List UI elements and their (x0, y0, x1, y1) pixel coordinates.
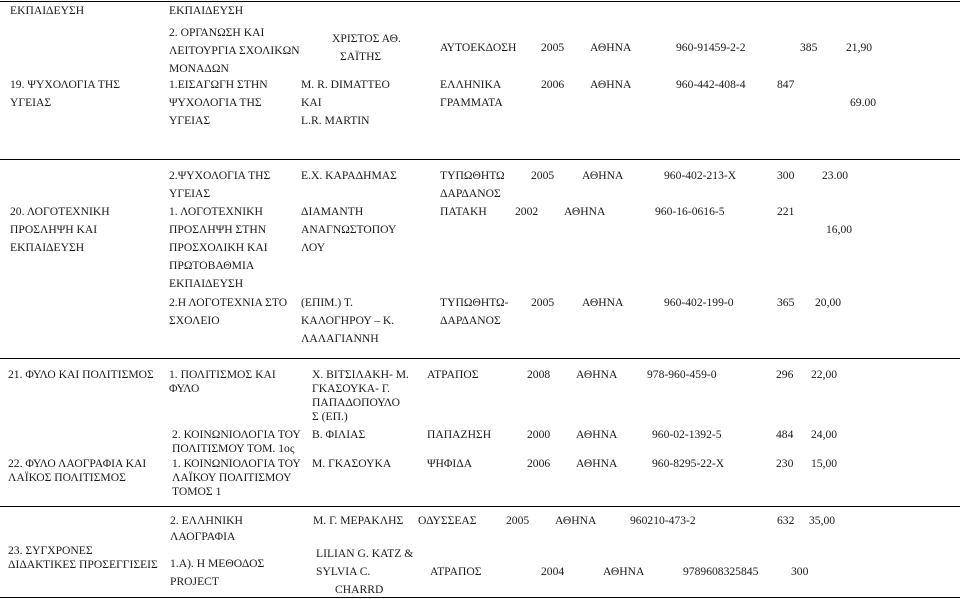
isbn: 978-960-459-0 (647, 368, 717, 381)
book-title: 2. ΟΡΓΑΝΩΣΗ ΚΑΙ (169, 26, 265, 39)
book-title: 1. ΠΟΛΙΤΙΣΜΟΣ ΚΑΙ (169, 368, 276, 381)
publisher: ΤΥΠΩΘΗΤΩ- (440, 296, 509, 309)
isbn: 960-442-408-4 (676, 78, 746, 91)
book-title: ΠΟΛΙΤΙΣΜΟΥ ΤΟΜ. 1ος (172, 442, 295, 455)
table-rule (0, 506, 960, 507)
author: ΛΑΛΑΓΙΑΝΝΗ (301, 332, 379, 345)
price: 16,00 (826, 223, 853, 236)
year: 2000 (527, 428, 551, 441)
book-title: 1. ΛΟΓΟΤΕΧΝΙΚΗ (169, 205, 263, 218)
year: 2006 (527, 457, 551, 470)
isbn: 9789608325845 (683, 565, 759, 578)
book-title: 1.ΕΙΣΑΓΩΓΗ ΣΤΗΝ (169, 78, 268, 91)
price: 24,00 (811, 428, 838, 441)
table-rule (0, 159, 960, 160)
isbn: 960-91459-2-2 (676, 41, 746, 54)
author: ΛΟΥ (301, 241, 326, 254)
publisher: ΑΤΡΑΠΟΣ (427, 368, 479, 381)
city: ΑΘΗΝΑ (576, 457, 618, 470)
publisher: ΑΤΡΑΠΟΣ (430, 565, 482, 578)
price: 20,00 (815, 296, 842, 309)
publisher: ΔΑΡΔΑΝΟΣ (440, 314, 501, 327)
author: (ΕΠΙΜ.) Τ. (301, 296, 354, 309)
price: 69.00 (850, 96, 877, 109)
city: ΑΘΗΝΑ (582, 169, 624, 182)
table-rule (0, 597, 960, 598)
book-title: ΤΟΜΟΣ 1 (172, 485, 222, 498)
book-title: ΛΑΟΓΡΑΦΙΑ (170, 530, 236, 543)
year: 2005 (531, 169, 555, 182)
publisher: ΓΡΑΜΜΑΤΑ (440, 96, 503, 109)
pages: 632 (777, 514, 795, 527)
city: ΑΘΗΝΑ (582, 296, 624, 309)
book-title: 2.Η ΛΟΓΟΤΕΧΝΙΑ ΣΤΟ (169, 296, 288, 309)
author: Σ (ΕΠ.) (312, 410, 348, 423)
publisher: ΕΛΛΗΝΙΚΑ (440, 78, 502, 91)
author: ΚΑΛΟΓΗΡΟΥ – Κ. (301, 314, 395, 327)
isbn: 960-02-1392-5 (652, 428, 722, 441)
book-title: 2. ΚΟΙΝΩΝΙΟΛΟΓΙΑ ΤΟΥ (172, 428, 301, 441)
publisher: ΨΗΦΙΔΑ (427, 457, 473, 470)
price: 22,00 (811, 368, 838, 381)
pages: 300 (791, 565, 809, 578)
book-title: ΛΕΙΤΟΥΡΓΙΑ ΣΧΟΛΙΚΩΝ (169, 44, 300, 57)
publisher: ΠΑΤΑΚΗ (440, 205, 487, 218)
city: ΑΘΗΝΑ (564, 205, 606, 218)
book-title: ΠΡΟΣΧΟΛΙΚΗ ΚΑΙ (169, 241, 268, 254)
course-name: 21. ΦΥΛΟ ΚΑΙ ΠΟΛΙΤΙΣΜΟΣ (8, 368, 154, 381)
author: Β. ΦΙΛΙΑΣ (312, 428, 366, 441)
city: ΑΘΗΝΑ (590, 78, 632, 91)
city: ΑΘΗΝΑ (590, 41, 632, 54)
pages: 847 (777, 78, 795, 91)
publisher: ΠΑΠΑΖΗΣΗ (427, 428, 492, 441)
year: 2002 (515, 205, 539, 218)
author: ΠΑΠΑΔΟΠΟΥΛΟ (312, 396, 401, 409)
publisher: ΑΥΤΟΕΚΔΟΣΗ (440, 41, 517, 54)
pages: 365 (777, 296, 795, 309)
pages: 221 (777, 205, 795, 218)
publisher: ΤΥΠΩΘΗΤΩ (440, 169, 505, 182)
author: L.R. MARTIN (301, 114, 370, 127)
book-title: 1.Α). Η ΜΕΘΟΔΟΣ (170, 557, 265, 570)
city: ΑΘΗΝΑ (555, 514, 597, 527)
isbn: 960-8295-22-Χ (652, 457, 725, 470)
author: Ε.Χ. ΚΑΡΑΔΗΜΑΣ (301, 169, 397, 182)
course-name: ΕΚΠΑΙΔΕΥΣΗ (10, 4, 85, 17)
book-title: ΠΡΩΤΟΒΑΘΜΙΑ (169, 259, 255, 272)
book-title: 2.ΨΥΧΟΛΟΓΙΑ ΤΗΣ (169, 169, 271, 182)
author: Μ. ΓΚΑΣΟΥΚΑ (312, 457, 392, 470)
city: ΑΘΗΝΑ (576, 428, 618, 441)
book-title: ΜΟΝΑΔΩΝ (169, 62, 229, 75)
year: 2004 (541, 565, 565, 578)
course-name: ΛΑΪΚΟΣ ΠΟΛΙΤΙΣΜΟΣ (8, 471, 126, 484)
pages: 296 (776, 368, 794, 381)
book-title: 2. ΕΛΛΗΝΙΚΗ (170, 514, 243, 527)
course-name: 20. ΛΟΓΟΤΕΧΝΙΚΗ (10, 205, 110, 218)
year: 2005 (506, 514, 530, 527)
pages: 385 (800, 41, 818, 54)
author: CHARRD (335, 583, 384, 596)
course-name: 22. ΦΥΛΟ ΛΑΟΓΡΑΦΙΑ ΚΑΙ (8, 457, 147, 470)
book-title: ΥΓΕΙΑΣ (169, 114, 211, 127)
author: ΔΙΑΜΑΝΤΗ (301, 205, 364, 218)
price: 21,90 (846, 41, 873, 54)
author: Μ. Γ. ΜΕΡΑΚΛΗΣ (313, 514, 404, 527)
course-name: 19. ΨΥΧΟΛΟΓΙΑ ΤΗΣ (10, 78, 120, 91)
book-title: PROJECT (170, 575, 219, 588)
price: 23.00 (822, 169, 849, 182)
publisher: ΔΑΡΔΑΝΟΣ (440, 187, 501, 200)
course-name: ΕΚΠΑΙΔΕΥΣΗ (10, 241, 85, 254)
book-title: 1. ΚΟΙΝΩΝΙΟΛΟΓΙΑ ΤΟΥ (172, 457, 301, 470)
isbn: 960-402-199-0 (664, 296, 734, 309)
book-title: ΛΑΪΚΟΥ ΠΟΛΙΤΙΣΜΟΥ (172, 471, 292, 484)
isbn: 960210-473-2 (630, 514, 696, 527)
year: 2005 (541, 41, 565, 54)
book-title: ΕΚΠΑΙΔΕΥΣΗ (169, 277, 244, 290)
book-title: ΕΚΠΑΙΔΕΥΣΗ (169, 4, 244, 17)
course-name: ΠΡΟΣΛΗΨΗ ΚΑΙ (10, 223, 98, 236)
book-title: ΠΡΟΣΛΗΨΗ ΣΤΗΝ (169, 223, 267, 236)
author: SYLVIA C. (316, 565, 371, 578)
year: 2008 (527, 368, 551, 381)
table-rule (0, 1, 960, 2)
course-name: 23. ΣΥΓΧΡΟΝΕΣ (8, 544, 93, 557)
city: ΑΘΗΝΑ (603, 565, 645, 578)
author: ΧΡΙΣΤΟΣ ΑΘ. (332, 32, 401, 45)
author: ΣΑΪΤΗΣ (340, 50, 382, 63)
book-title: ΨΥΧΟΛΟΓΙΑ ΤΗΣ (169, 96, 262, 109)
author: LILIAN G. KATZ & (316, 547, 414, 560)
author: Χ. ΒΙΤΣΙΛΑΚΗ- Μ. (312, 368, 409, 381)
book-title: ΣΧΟΛΕΙΟ (169, 314, 220, 327)
pages: 300 (777, 169, 795, 182)
course-name: ΔΙΔΑΚΤΙΚΕΣ ΠΡΟΣΕΓΓΙΣΕΙΣ (8, 558, 158, 571)
author: ΚΑΙ (301, 96, 322, 109)
price: 15,00 (811, 457, 838, 470)
isbn: 960-16-0616-5 (655, 205, 725, 218)
author: ΓΚΑΣΟΥΚΑ- Γ. (312, 382, 391, 395)
author: Μ. R. DIMATTEO (301, 78, 390, 91)
city: ΑΘΗΝΑ (576, 368, 618, 381)
book-title: ΦΥΛΟ (169, 382, 200, 395)
pages: 484 (776, 428, 794, 441)
isbn: 960-402-213-Χ (664, 169, 737, 182)
pages: 230 (776, 457, 794, 470)
author: ΑΝΑΓΝΩΣΤΟΠΟΥ (301, 223, 397, 236)
publisher: ΟΔΥΣΣΕΑΣ (418, 514, 477, 527)
year: 2005 (531, 296, 555, 309)
table-rule (0, 358, 960, 359)
book-title: ΥΓΕΙΑΣ (169, 187, 211, 200)
price: 35,00 (809, 514, 836, 527)
course-name: ΥΓΕΙΑΣ (10, 96, 52, 109)
year: 2006 (541, 78, 565, 91)
